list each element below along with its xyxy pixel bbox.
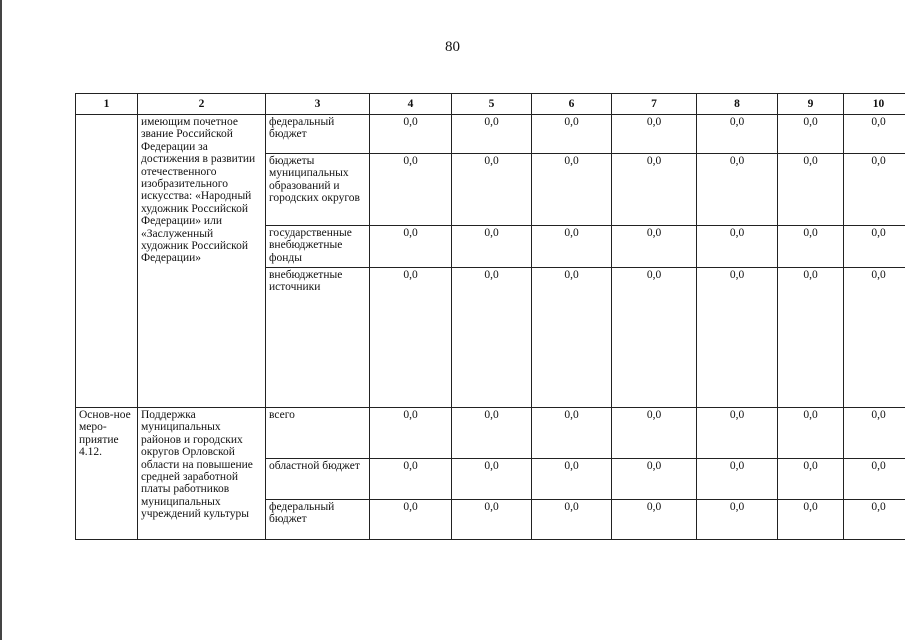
value-cell: 0,0 xyxy=(452,408,532,459)
table-row xyxy=(76,115,905,154)
funding-source-cell: федеральный бюджет xyxy=(266,115,370,154)
value-cell: 0,0 xyxy=(452,459,532,500)
value-cell: 0,0 xyxy=(778,459,844,500)
page-left-edge xyxy=(0,0,2,640)
funding-source-cell: бюджеты муниципальных образований и городских округов xyxy=(266,154,370,226)
value-cell: 0,0 xyxy=(452,154,532,226)
value-cell: 0,0 xyxy=(612,154,697,226)
value-cell: 0,0 xyxy=(532,154,612,226)
value-cell: 0,0 xyxy=(844,408,905,459)
value-cell: 0,0 xyxy=(370,268,452,408)
value-cell: 0,0 xyxy=(452,115,532,154)
value-cell: 0,0 xyxy=(697,226,778,268)
header-cell: 6 xyxy=(532,94,612,115)
table-row xyxy=(76,408,905,459)
value-cell: 0,0 xyxy=(778,408,844,459)
budget-table xyxy=(75,93,905,540)
value-cell: 0,0 xyxy=(697,459,778,500)
value-cell: 0,0 xyxy=(778,268,844,408)
value-cell: 0,0 xyxy=(370,154,452,226)
funding-source-cell: федеральный бюджет xyxy=(266,500,370,540)
value-cell: 0,0 xyxy=(370,115,452,154)
value-cell: 0,0 xyxy=(532,226,612,268)
value-cell: 0,0 xyxy=(532,408,612,459)
header-cell: 1 xyxy=(76,94,138,115)
value-cell: 0,0 xyxy=(844,154,905,226)
header-cell: 7 xyxy=(612,94,697,115)
value-cell: 0,0 xyxy=(844,500,905,540)
value-cell: 0,0 xyxy=(452,500,532,540)
value-cell: 0,0 xyxy=(370,500,452,540)
value-cell: 0,0 xyxy=(532,459,612,500)
value-cell: 0,0 xyxy=(532,268,612,408)
value-cell: 0,0 xyxy=(844,115,905,154)
value-cell: 0,0 xyxy=(778,500,844,540)
header-cell: 9 xyxy=(778,94,844,115)
value-cell: 0,0 xyxy=(778,226,844,268)
activity-code-cell xyxy=(76,115,138,408)
value-cell: 0,0 xyxy=(370,459,452,500)
value-cell: 0,0 xyxy=(612,226,697,268)
header-row xyxy=(76,94,905,115)
value-cell: 0,0 xyxy=(532,115,612,154)
value-cell: 0,0 xyxy=(612,115,697,154)
activity-description-cell: имеющим почетное звание Российской Федерации за достижения в развитии отечественного изобразительного искусства: «Народный художник Российской Федерации» или «Заслуженный художник Российской Федерации» xyxy=(138,115,266,408)
value-cell: 0,0 xyxy=(697,154,778,226)
value-cell: 0,0 xyxy=(697,115,778,154)
funding-source-cell: областной бюджет xyxy=(266,459,370,500)
header-cell: 5 xyxy=(452,94,532,115)
funding-source-cell: государственные внебюджетные фонды xyxy=(266,226,370,268)
value-cell: 0,0 xyxy=(844,226,905,268)
header-cell: 3 xyxy=(266,94,370,115)
value-cell: 0,0 xyxy=(697,500,778,540)
value-cell: 0,0 xyxy=(612,268,697,408)
value-cell: 0,0 xyxy=(532,500,612,540)
value-cell: 0,0 xyxy=(452,226,532,268)
value-cell: 0,0 xyxy=(612,459,697,500)
funding-source-cell: всего xyxy=(266,408,370,459)
value-cell: 0,0 xyxy=(697,408,778,459)
value-cell: 0,0 xyxy=(844,268,905,408)
page-number: 80 xyxy=(445,39,460,55)
value-cell: 0,0 xyxy=(778,115,844,154)
header-cell: 8 xyxy=(697,94,778,115)
value-cell: 0,0 xyxy=(370,226,452,268)
funding-source-cell: внебюджетные источники xyxy=(266,268,370,408)
value-cell: 0,0 xyxy=(612,500,697,540)
value-cell: 0,0 xyxy=(452,268,532,408)
header-cell: 4 xyxy=(370,94,452,115)
value-cell: 0,0 xyxy=(778,154,844,226)
activity-description-cell: Поддержка муниципальных районов и городских округов Орловской области на повышение средней заработной платы работников муниципальных учреждений культуры xyxy=(138,408,266,540)
header-cell: 2 xyxy=(138,94,266,115)
value-cell: 0,0 xyxy=(844,459,905,500)
value-cell: 0,0 xyxy=(370,408,452,459)
activity-code-cell: Основ-ное меро-приятие 4.12. xyxy=(76,408,138,540)
value-cell: 0,0 xyxy=(697,268,778,408)
value-cell: 0,0 xyxy=(612,408,697,459)
header-cell: 10 xyxy=(844,94,905,115)
